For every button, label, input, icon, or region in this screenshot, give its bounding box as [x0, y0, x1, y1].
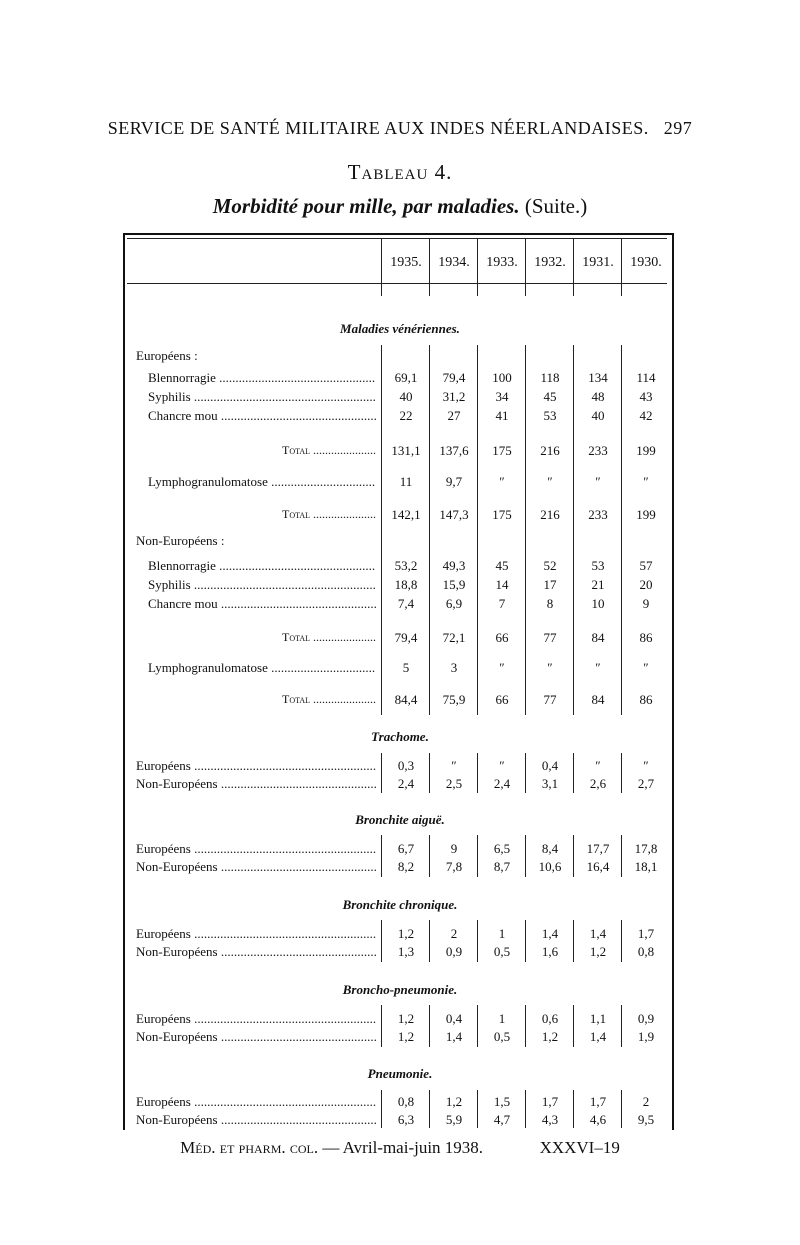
table-cell: 118	[540, 370, 560, 385]
row-label: Syphilis .....	[148, 577, 376, 593]
table-cell: 84,4	[394, 692, 418, 707]
table-cell: 0,4	[541, 758, 559, 773]
table-cell: 1,4	[589, 926, 607, 941]
table-cell: ″	[499, 758, 505, 773]
page-number: 297	[663, 118, 693, 138]
table-cell: 2	[642, 1094, 650, 1109]
table-cell: 10,6	[538, 859, 562, 874]
table-cell: ″	[547, 660, 553, 675]
table-cell: 6,7	[397, 841, 415, 856]
table-cell: 175	[492, 443, 512, 458]
table-cell: ″	[643, 474, 649, 489]
table-cell: ″	[643, 660, 649, 675]
table-cell: 0,8	[637, 944, 655, 959]
table-cell: 72,1	[442, 630, 466, 645]
section-heading: Broncho-pneumonie.	[342, 982, 458, 997]
table-cell: 52	[543, 558, 557, 573]
table-cell: 9	[642, 596, 650, 611]
table-cell: 1,4	[589, 1029, 607, 1044]
header-top-rule	[127, 238, 667, 239]
section-heading: Pneumonie.	[367, 1066, 433, 1081]
table-cell: 0,3	[397, 758, 415, 773]
table-cell: 1	[498, 1011, 506, 1026]
table-cell: 1,5	[493, 1094, 511, 1109]
table-cell: 17,8	[634, 841, 658, 856]
table-cell: 3	[450, 660, 458, 675]
table-cell: 31,2	[442, 389, 466, 404]
table-cell: ″	[499, 660, 505, 675]
year-header: 1935.	[390, 255, 422, 270]
table-cell: 1,3	[397, 944, 415, 959]
table-cell: 1,1	[589, 1011, 607, 1026]
row-label: Européens .....	[136, 841, 376, 857]
table-cell: 86	[639, 692, 653, 707]
table-cell: 16,4	[586, 859, 610, 874]
table-subtitle	[0, 194, 800, 219]
table-cell: ″	[643, 758, 649, 773]
page-footer	[0, 1138, 800, 1158]
row-label: Non-Européens .....	[136, 776, 376, 792]
section-heading: Bronchite chronique.	[342, 897, 458, 912]
table-cell: 5	[402, 660, 410, 675]
row-label: Syphilis .....	[148, 389, 376, 405]
table-cell: 40	[591, 408, 605, 423]
table-cell: 233	[588, 443, 608, 458]
table-cell: 199	[636, 443, 656, 458]
section-heading: Bronchite aiguë.	[355, 812, 445, 827]
table-cell: 20	[639, 577, 653, 592]
table-cell: 147,3	[439, 507, 469, 522]
table-cell: 79,4	[394, 630, 418, 645]
table-cell: 49,3	[442, 558, 466, 573]
table-cell: 114	[636, 370, 656, 385]
table-cell: 216	[540, 507, 560, 522]
table-cell: 233	[588, 507, 608, 522]
table-cell: 1,2	[541, 1029, 559, 1044]
table-cell: 84	[591, 630, 605, 645]
table-cell: 40	[399, 389, 413, 404]
row-label: Blennorragie .....	[148, 558, 376, 574]
table-cell: 100	[492, 370, 512, 385]
table-cell: 0,5	[493, 1029, 511, 1044]
table-cell: 9,5	[637, 1112, 655, 1127]
table-cell: 0,4	[445, 1011, 463, 1026]
row-label: Lymphogranulomatose .....	[148, 660, 376, 676]
table-cell: 53,2	[394, 558, 418, 573]
table-cell: 2,4	[397, 776, 415, 791]
running-title: SERVICE DE SANTÉ MILITAIRE AUX INDES NÉERLANDAISES.	[107, 118, 649, 138]
table-cell: 1	[498, 926, 506, 941]
table-cell: 1,7	[589, 1094, 607, 1109]
row-label: Non-Européens .....	[136, 1112, 376, 1128]
table-cell: 15,9	[442, 577, 466, 592]
row-label: Européens .....	[136, 926, 376, 942]
row-label: Non-Européens .....	[136, 944, 376, 960]
table-cell: ″	[595, 758, 601, 773]
table-cell: 10	[591, 596, 605, 611]
table-cell: 1,2	[397, 926, 415, 941]
subtitle-italic: Morbidité pour mille, par maladies.	[212, 194, 520, 218]
table-cell: 2,4	[493, 776, 511, 791]
table-cell: 14	[495, 577, 509, 592]
row-label: Lymphogranulomatose .....	[148, 474, 376, 490]
table-cell: 53	[543, 408, 557, 423]
row-label: Chancre mou .....	[148, 408, 376, 424]
table-cell: 53	[591, 558, 605, 573]
footer-dash: —	[322, 1138, 340, 1157]
running-header	[0, 118, 800, 139]
table-cell: 0,9	[445, 944, 463, 959]
year-header: 1934.	[438, 255, 470, 270]
table-cell: 7,8	[445, 859, 463, 874]
table-cell: 7	[498, 596, 506, 611]
table-cell: 0,8	[397, 1094, 415, 1109]
table-cell: 9,7	[445, 474, 463, 489]
table-cell: 66	[495, 630, 509, 645]
table-cell: 17	[543, 577, 557, 592]
footer-journal: Méd. et pharm. col.	[180, 1138, 319, 1157]
table-cell: 2,5	[445, 776, 463, 791]
table-cell: 8	[546, 596, 554, 611]
row-label: Européens .....	[136, 758, 376, 774]
table-cell: 84	[591, 692, 605, 707]
table-cell: 0,5	[493, 944, 511, 959]
table-cell: 18,8	[394, 577, 418, 592]
table-cell: 142,1	[391, 507, 421, 522]
table-label: Tableau 4.	[347, 160, 453, 184]
table-cell: 2,7	[637, 776, 655, 791]
table-cell: 43	[639, 389, 653, 404]
total-label: Total .....	[282, 507, 376, 522]
table-cell: ″	[595, 660, 601, 675]
table-cell: 45	[543, 389, 557, 404]
section-heading: Trachome.	[371, 729, 429, 744]
table-cell: 4,3	[541, 1112, 559, 1127]
table-cell: 131,1	[391, 443, 421, 458]
header-bottom-rule	[127, 283, 667, 284]
footer-signature: XXXVI–19	[539, 1138, 620, 1157]
table-cell: 66	[495, 692, 509, 707]
table-cell: 1,2	[397, 1029, 415, 1044]
table-cell: 42	[639, 408, 653, 423]
table-cell: 34	[495, 389, 509, 404]
table-cell: 1,2	[397, 1011, 415, 1026]
table-cell: 1,4	[541, 926, 559, 941]
table-cell: 2	[450, 926, 458, 941]
row-label: Blennorragie .....	[148, 370, 376, 386]
table-cell: 1,2	[589, 944, 607, 959]
table-cell: 77	[543, 630, 557, 645]
table-cell: 21	[591, 577, 605, 592]
table-cell: 4,7	[493, 1112, 511, 1127]
table-cell: 2,6	[589, 776, 607, 791]
table-cell: 86	[639, 630, 653, 645]
table-cell: 1,6	[541, 944, 559, 959]
year-header: 1932.	[534, 255, 566, 270]
row-label: Non-Européens .....	[136, 859, 376, 875]
table-cell: 6,3	[397, 1112, 415, 1127]
table-cell: 1,2	[445, 1094, 463, 1109]
table-cell: 41	[495, 408, 509, 423]
table-cell: 134	[588, 370, 608, 385]
year-header: 1931.	[582, 255, 614, 270]
table-cell: 0,6	[541, 1011, 559, 1026]
table-cell: ″	[499, 474, 505, 489]
table-cell: 6,9	[445, 596, 463, 611]
total-label: Total .....	[282, 443, 376, 458]
subtitle-suite: (Suite.)	[524, 194, 588, 218]
total-label: Total .....	[282, 692, 376, 707]
table-cell: 216	[540, 443, 560, 458]
table-cell: 8,2	[397, 859, 415, 874]
table-cell: 27	[447, 408, 461, 423]
table-cell: 9	[450, 841, 458, 856]
table-cell: 1,4	[445, 1029, 463, 1044]
table-cell: 22	[399, 408, 413, 423]
table-cell: 18,1	[634, 859, 658, 874]
total-label: Total .....	[282, 630, 376, 645]
table-cell: 137,6	[439, 443, 469, 458]
year-header: 1930.	[630, 255, 662, 270]
table-cell: 0,9	[637, 1011, 655, 1026]
table-cell: 1,7	[637, 926, 655, 941]
table-cell: 7,4	[397, 596, 415, 611]
table-cell: 175	[492, 507, 512, 522]
year-header: 1933.	[486, 255, 518, 270]
table-cell: 79,4	[442, 370, 466, 385]
row-label: Européens .....	[136, 1094, 376, 1110]
table-cell: 75,9	[442, 692, 466, 707]
row-label: Non-Européens .....	[136, 1029, 376, 1045]
table-cell: 5,9	[445, 1112, 463, 1127]
footer-issue: Avril-mai-juin 1938.	[342, 1138, 484, 1157]
table-cell: 1,7	[541, 1094, 559, 1109]
section-heading: Maladies vénériennes.	[340, 321, 460, 336]
table-cell: 69,1	[394, 370, 418, 385]
group-heading: Non-Européens :	[136, 533, 225, 548]
table-cell: 11	[399, 474, 413, 489]
table-cell: 199	[636, 507, 656, 522]
table-cell: 77	[543, 692, 557, 707]
table-cell: 1,9	[637, 1029, 655, 1044]
table-cell: ″	[595, 474, 601, 489]
table-cell: 8,7	[493, 859, 511, 874]
group-heading: Européens :	[136, 348, 198, 363]
table-cell: 8,4	[541, 841, 559, 856]
table-cell: ″	[547, 474, 553, 489]
table-cell: 57	[639, 558, 653, 573]
table-cell: 17,7	[586, 841, 610, 856]
row-label: Européens .....	[136, 1011, 376, 1027]
table-cell: 6,5	[493, 841, 511, 856]
table-cell: ″	[451, 758, 457, 773]
table-cell: 3,1	[541, 776, 559, 791]
table-cell: 48	[591, 389, 605, 404]
table-cell: 4,6	[589, 1112, 607, 1127]
row-label: Chancre mou .....	[148, 596, 376, 612]
table-cell: 45	[495, 558, 509, 573]
